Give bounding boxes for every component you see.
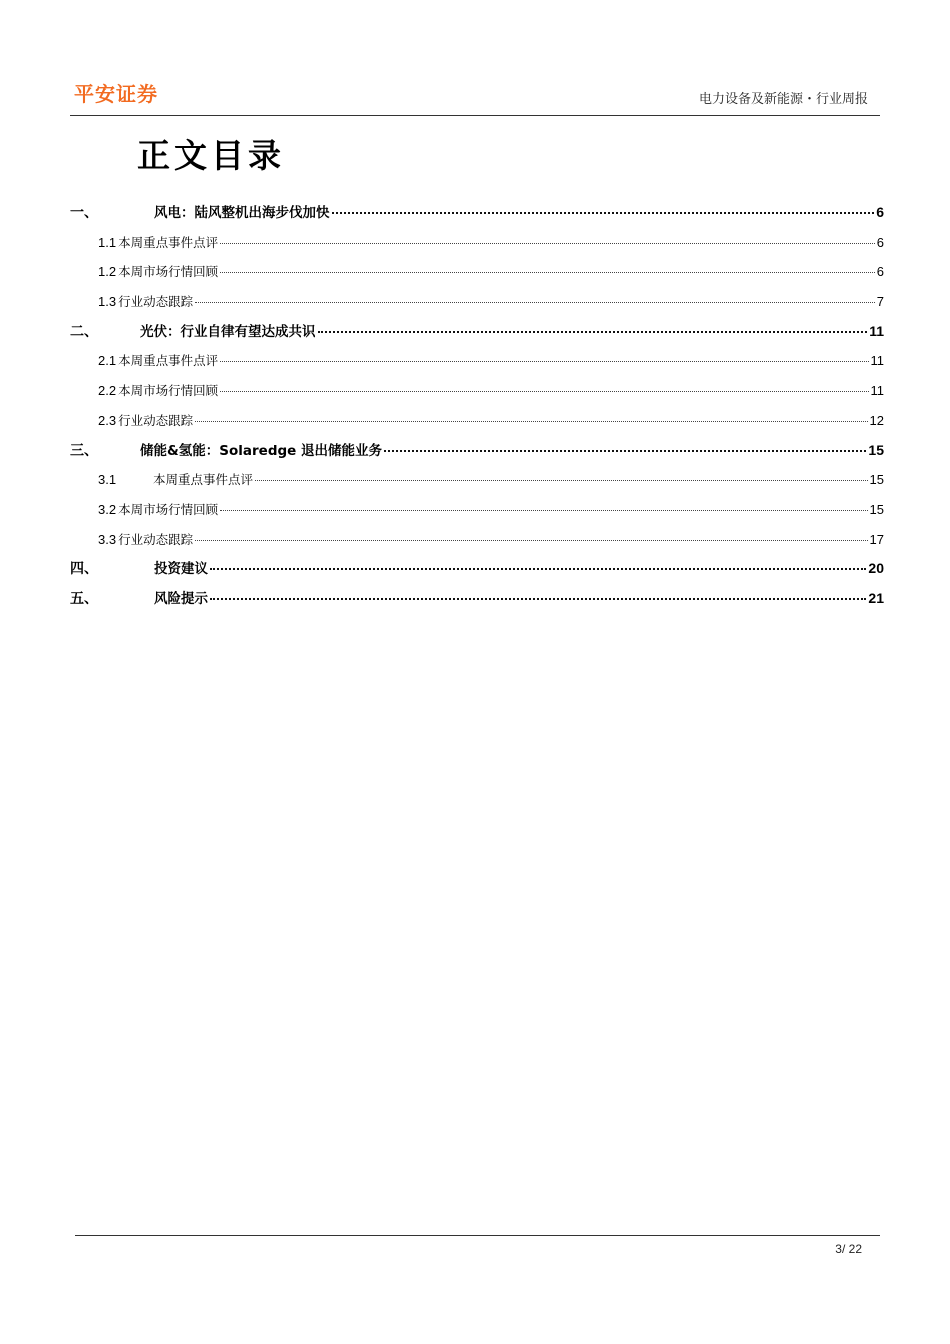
toc-entry-section-4[interactable]: [70, 554, 884, 584]
toc-entry-page: 15: [869, 501, 884, 517]
toc-entry-1-2[interactable]: [70, 257, 884, 287]
toc-entry-page: 15: [869, 472, 884, 488]
toc-entry-number: 3.1: [98, 472, 117, 488]
dot-leader: [220, 391, 868, 392]
toc-entry-number: 五、: [70, 589, 98, 606]
toc-entry-section-2[interactable]: [70, 317, 884, 347]
toc-entry-label: 本周重点事件点评: [118, 353, 219, 369]
toc-entry-number: 1.2: [98, 264, 117, 280]
toc-entry-number: 2.3: [98, 412, 117, 428]
toc-entry-label: 光伏：行业自律有望达成共识: [140, 323, 316, 340]
toc-entry-label: 本周重点事件点评: [118, 234, 219, 250]
toc-entry-page: 21: [868, 589, 884, 606]
dot-leader: [318, 331, 868, 333]
toc-entry-number: 3.3: [98, 531, 117, 547]
toc-title: 正文目录: [137, 136, 285, 175]
toc-entry-label: 储能&氢能：Solaredge 退出储能业务: [140, 442, 383, 459]
dot-leader: [195, 421, 867, 422]
toc-entry-section-3[interactable]: [70, 436, 884, 466]
brand-logo: 平安证券: [74, 82, 158, 106]
footer-divider: [75, 1235, 880, 1236]
toc-entry-section-1[interactable]: [70, 198, 884, 228]
dot-leader: [220, 272, 875, 273]
toc-entry-page: 20: [868, 560, 884, 577]
toc-entry-3-2[interactable]: [70, 495, 884, 525]
toc-entry-label: 行业动态跟踪: [118, 531, 194, 547]
toc-entry-label: 投资建议: [154, 561, 208, 578]
toc-entry-1-1[interactable]: [70, 228, 884, 258]
toc-entry-number: 1.1: [98, 234, 117, 250]
report-title: 电力设备及新能源・行业周报: [698, 91, 868, 106]
dot-leader: [195, 302, 875, 303]
toc-entry-label: 本周市场行情回顾: [118, 383, 219, 399]
dot-leader: [255, 480, 868, 481]
toc-entry-page: 11: [870, 383, 884, 399]
toc-entry-page: 6: [876, 264, 884, 280]
dot-leader: [332, 212, 875, 214]
toc-entry-number: 1.3: [98, 294, 117, 310]
toc-entry-page: 6: [876, 204, 884, 220]
toc-entry-label: 风险提示: [154, 590, 208, 607]
dot-leader: [220, 243, 875, 244]
toc-entry-number: 三、: [70, 441, 98, 458]
dot-leader: [210, 568, 866, 570]
page-indicator: 3/ 22: [835, 1242, 862, 1256]
dot-leader: [210, 598, 866, 600]
toc-entry-label: 风电：陆风整机出海步伐加快: [154, 205, 330, 221]
toc-entry-number: 四、: [70, 560, 98, 577]
toc-entry-3-3[interactable]: [70, 525, 884, 555]
dot-leader: [384, 450, 866, 452]
toc-entry-2-1[interactable]: [70, 346, 884, 376]
toc-entry-label: 行业动态跟踪: [118, 412, 194, 428]
toc-entry-number: 3.2: [98, 501, 117, 517]
header-divider: [70, 115, 880, 116]
toc-entry-label: 本周重点事件点评: [153, 472, 254, 488]
toc-entry-number: 2.1: [98, 353, 117, 369]
toc-entry-page: 12: [869, 412, 884, 428]
toc-entry-label: 本周市场行情回顾: [118, 501, 219, 517]
toc-entry-page: 17: [869, 531, 884, 547]
toc-entry-number: 一、: [70, 204, 98, 220]
dot-leader: [195, 540, 867, 541]
toc-entry-page: 11: [870, 353, 884, 369]
toc-entry-page: 6: [876, 234, 884, 250]
toc-entry-page: 7: [876, 294, 884, 310]
toc-entry-page: 15: [868, 441, 884, 458]
toc-entry-section-5[interactable]: [70, 584, 884, 614]
toc-entry-number: 2.2: [98, 383, 117, 399]
toc-entry-number: 二、: [70, 322, 98, 339]
toc-entry-page: 11: [869, 322, 884, 339]
toc-entry-label: 行业动态跟踪: [118, 294, 194, 310]
toc-entry-3-1[interactable]: [70, 465, 884, 495]
toc-entry-2-2[interactable]: [70, 376, 884, 406]
table-of-contents: [70, 198, 884, 614]
toc-entry-2-3[interactable]: [70, 406, 884, 436]
toc-entry-label: 本周市场行情回顾: [118, 264, 219, 280]
dot-leader: [220, 510, 867, 511]
toc-entry-1-3[interactable]: [70, 287, 884, 317]
dot-leader: [220, 361, 868, 362]
